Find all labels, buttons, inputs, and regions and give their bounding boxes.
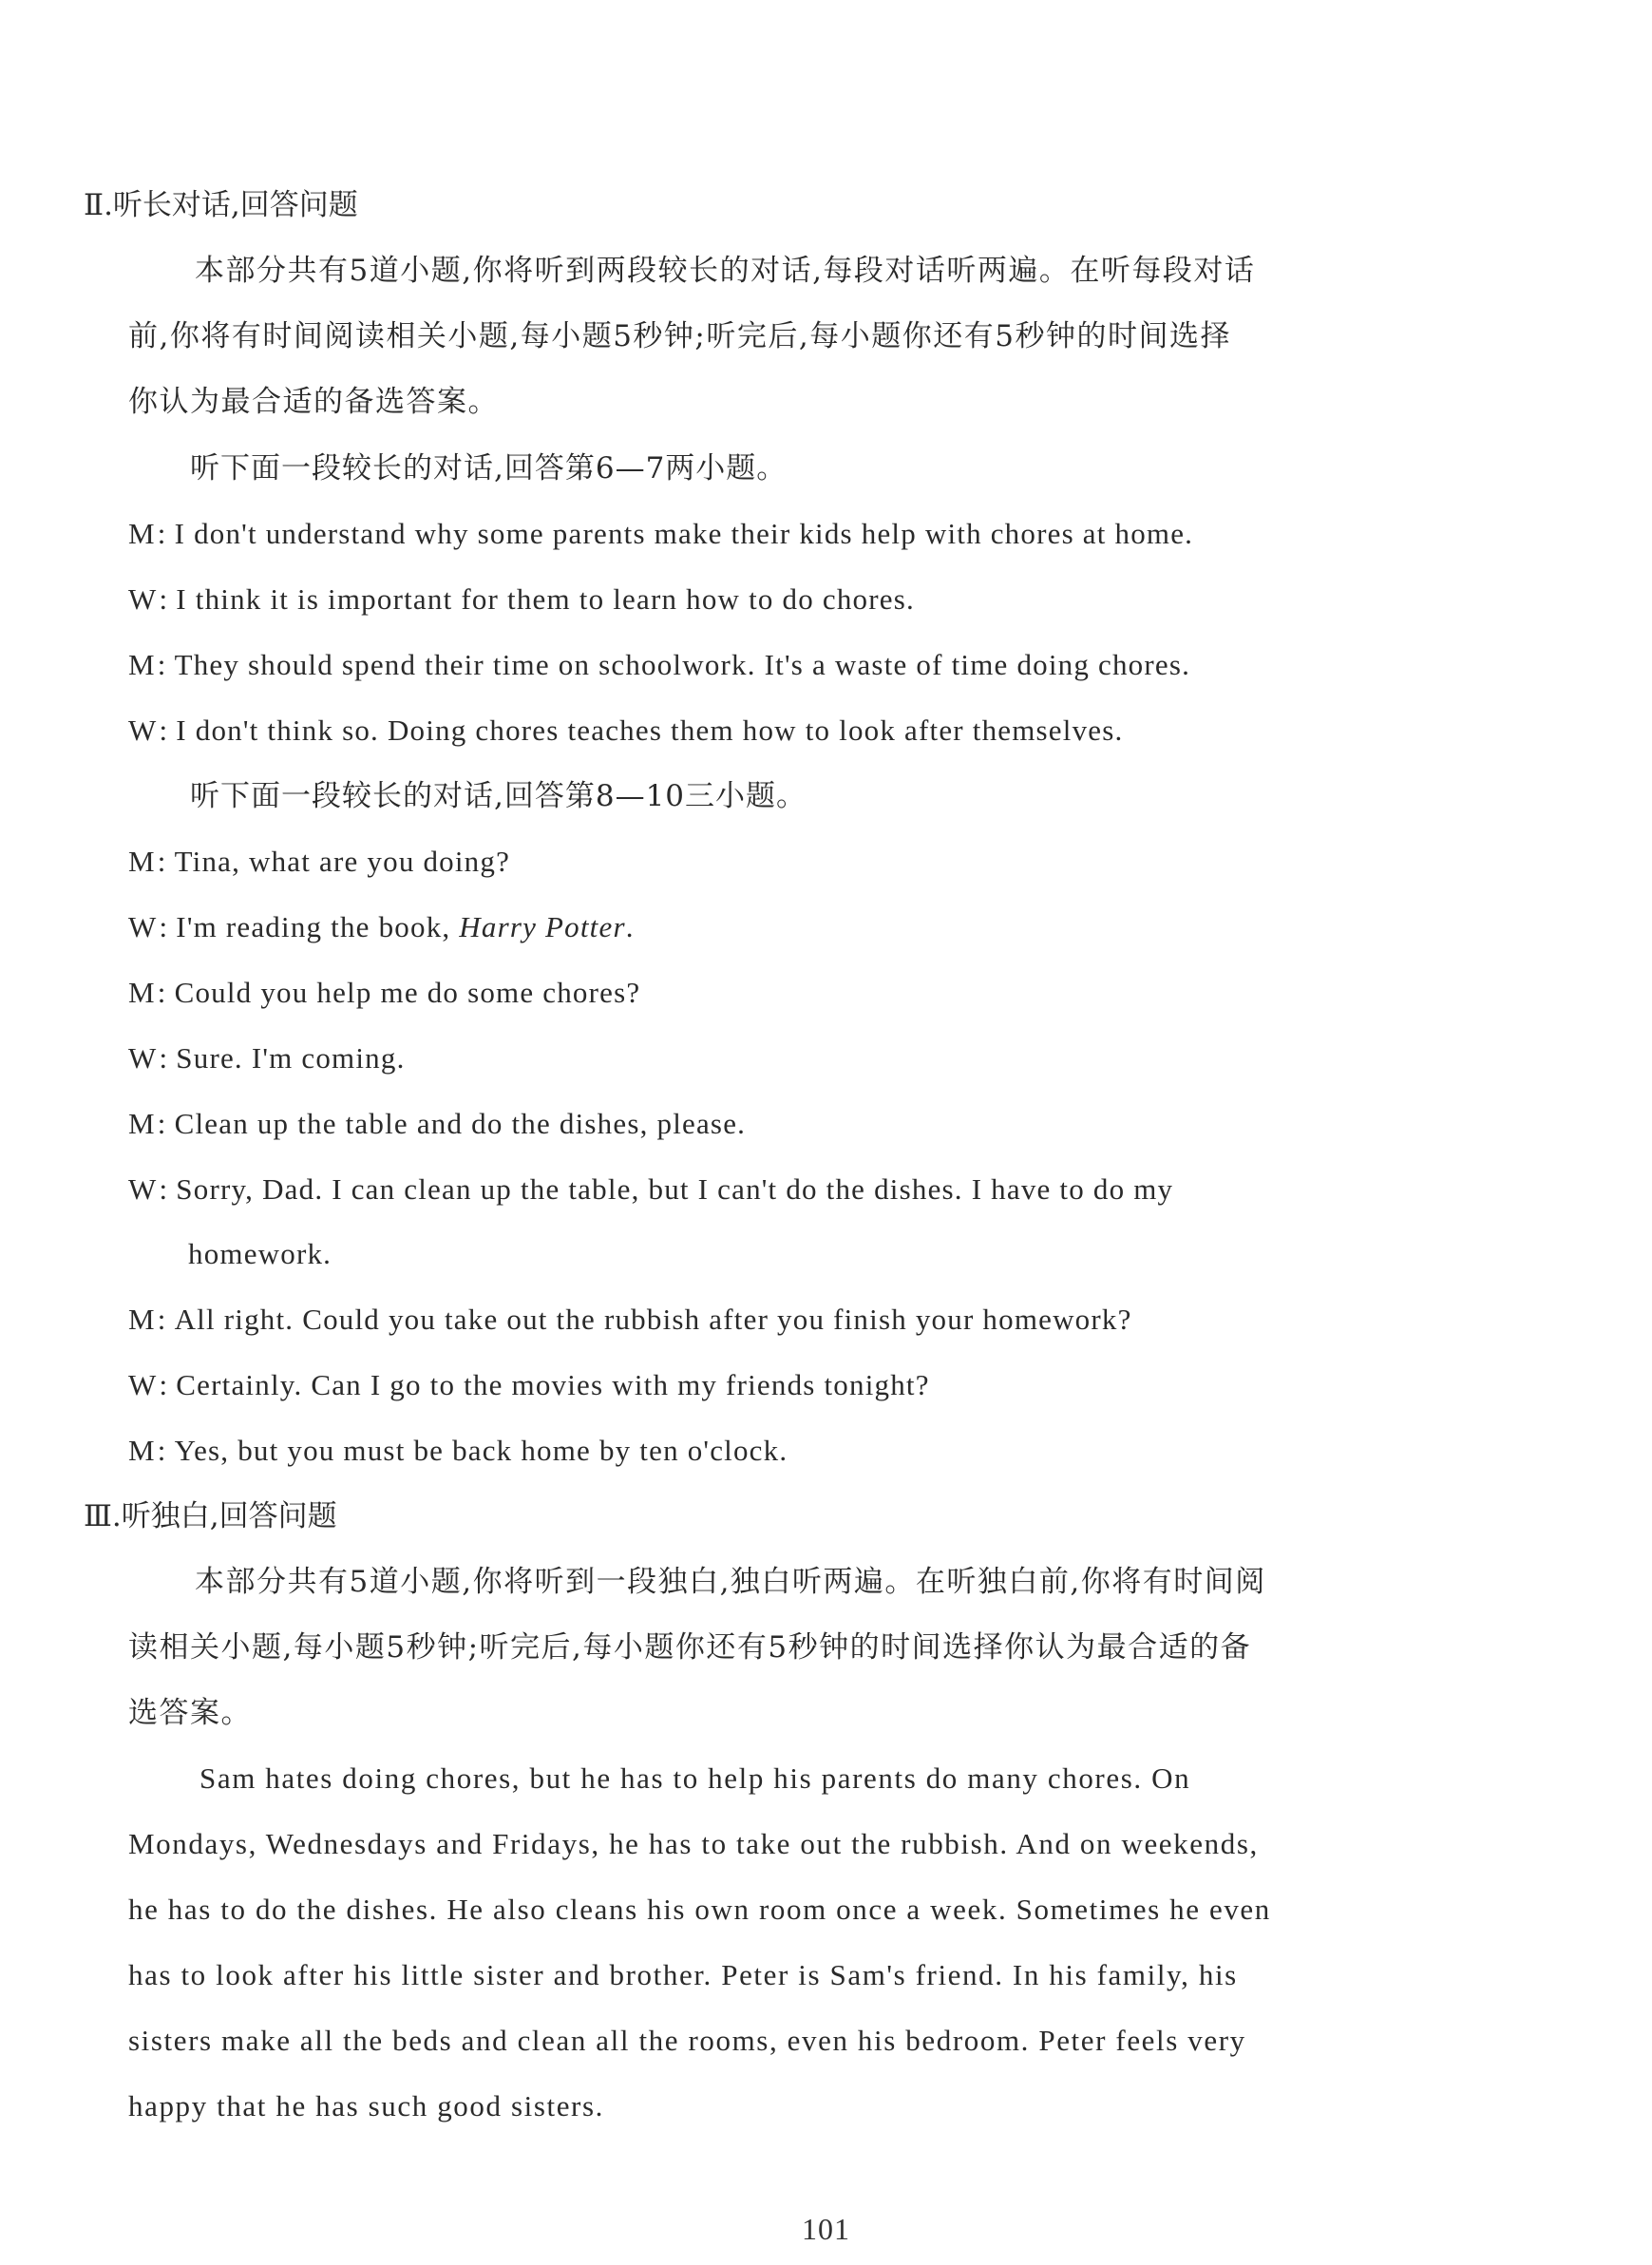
dialog1-line: M: They should spend their time on schoolwork. It's a waste of time doing chores. [128, 646, 1190, 684]
speech-text: Certainly. Can I go to the movies with my friends tonight? [176, 1368, 930, 1401]
dialog2-line: M: Yes, but you must be back home by ten o'clock. [128, 1432, 788, 1470]
speaker-label: W [128, 1172, 158, 1206]
monologue-line-4: has to look after his little sister and brother. Peter is Sam's friend. In his family, his [128, 1958, 1238, 1991]
dialog1-line: W: I think it is important for them to learn how to do chores. [128, 581, 915, 619]
speech-text: Yes, but you must be back home by ten o'clock. [174, 1434, 788, 1467]
speech-text: All right. Could you take out the rubbish after you finish your homework? [174, 1303, 1132, 1336]
speaker-label: W [128, 1368, 158, 1401]
speaker-label: M [128, 517, 156, 550]
dialog1-intro: 听下面一段较长的对话,回答第6—7两小题。 [190, 451, 788, 485]
speaker-label: M [128, 1107, 156, 1140]
speaker-label: W [128, 1041, 158, 1075]
monologue-line-6: happy that he has such good sisters. [128, 2089, 604, 2122]
speaker-label: M [128, 1434, 156, 1467]
speech-text: They should spend their time on schoolwork. It's a waste of time doing chores. [174, 648, 1191, 681]
speech-text: Sorry, Dad. I can clean up the table, but I can't do the dishes. I have to do my [176, 1172, 1174, 1206]
dialog2-line: W: I'm reading the book, Harry Potter. [128, 908, 635, 946]
monologue-line-5: sisters make all the beds and clean all the rooms, even his bedroom. Peter feels very [128, 2024, 1246, 2057]
section2-heading: Ⅱ.听长对话,回答问题 [84, 188, 358, 222]
dialog2-line: W: Sure. I'm coming. [128, 1039, 406, 1077]
speech-text: Sure. I'm coming. [176, 1041, 406, 1075]
speaker-label: W [128, 714, 158, 747]
speech-text: Tina, what are you doing? [174, 845, 511, 878]
speech-text: Clean up the table and do the dishes, please. [174, 1107, 747, 1140]
dialog2-line: M: Clean up the table and do the dishes, please. [128, 1105, 746, 1143]
speech-text: I think it is important for them to learn how to do chores. [176, 582, 915, 616]
section3-instruction-line-3: 选答案。 [128, 1696, 252, 1730]
speaker-label: W [128, 910, 158, 943]
dialog2-line-continuation: homework. [188, 1237, 332, 1270]
monologue-line-1: Sam hates doing chores, but he has to help his parents do many chores. On [199, 1761, 1191, 1795]
section2-instruction-line-3: 你认为最合适的备选答案。 [128, 385, 499, 419]
section2-instruction-line-2: 前,你将有时间阅读相关小题,每小题5秒钟;听完后,每小题你还有5秒钟的时间选择 [128, 319, 1231, 353]
section3-instruction-line-1: 本部分共有5道小题,你将听到一段独白,独白听两遍。在听独白前,你将有时间阅 [195, 1565, 1266, 1599]
speech-text-end: . [625, 910, 635, 943]
speech-text: Could you help me do some chores? [174, 976, 641, 1009]
speaker-label: M [128, 976, 156, 1009]
dialog2-line: M: Tina, what are you doing? [128, 843, 510, 881]
page-number: 101 [802, 2212, 850, 2246]
dialog2-line: W: Certainly. Can I go to the movies with my friends tonight? [128, 1366, 930, 1404]
dialog1-line: W: I don't think so. Doing chores teaches them how to look after themselves. [128, 712, 1123, 750]
dialog2-intro: 听下面一段较长的对话,回答第8—10三小题。 [190, 779, 807, 813]
section3-instruction-line-2: 读相关小题,每小题5秒钟;听完后,每小题你还有5秒钟的时间选择你认为最合适的备 [128, 1630, 1252, 1665]
dialog2-line: W: Sorry, Dad. I can clean up the table, but I can't do the dishes. I have to do my [128, 1171, 1173, 1209]
dialog1-line: M: I don't understand why some parents make their kids help with chores at home. [128, 515, 1193, 553]
monologue-line-2: Mondays, Wednesdays and Fridays, he has to take out the rubbish. And on weekends, [128, 1827, 1259, 1860]
section3-heading: Ⅲ.听独白,回答问题 [84, 1499, 337, 1533]
speaker-label: M [128, 1303, 156, 1336]
speech-text: I'm reading the book, [176, 910, 460, 943]
dialog2-line: M: Could you help me do some chores? [128, 974, 640, 1012]
speaker-label: M [128, 648, 156, 681]
dialog2-line: M: All right. Could you take out the rubbish after you finish your homework? [128, 1301, 1132, 1339]
monologue-line-3: he has to do the dishes. He also cleans his own room once a week. Sometimes he even [128, 1893, 1271, 1926]
speaker-label: M [128, 845, 156, 878]
section2-instruction-line-1: 本部分共有5道小题,你将听到两段较长的对话,每段对话听两遍。在听每段对话 [195, 254, 1256, 288]
speech-text: I don't think so. Doing chores teaches them how to look after themselves. [176, 714, 1124, 747]
speech-text: I don't understand why some parents make their kids help with chores at home. [174, 517, 1194, 550]
book-title: Harry Potter [459, 910, 626, 943]
speaker-label: W [128, 582, 158, 616]
